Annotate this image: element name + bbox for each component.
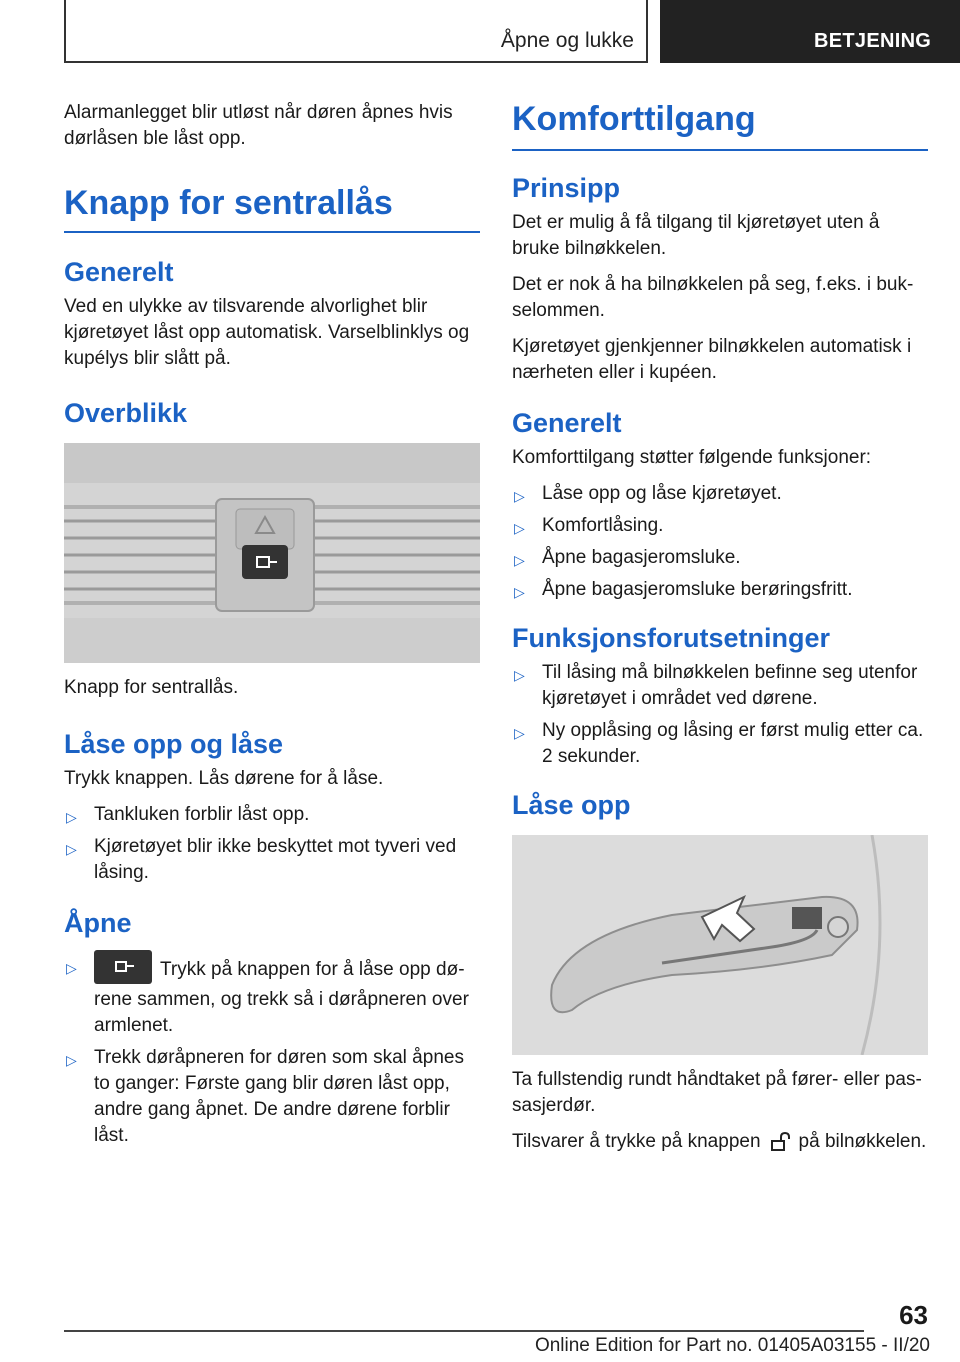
heading-apne: Åpne: [64, 908, 132, 938]
list-item: ▷ Åpne bagasjeromsluke.: [512, 545, 928, 571]
triangle-bullet-icon: ▷: [514, 584, 525, 600]
footer-edition: Online Edition for Part no. 01405A03155 - II/20: [534, 1335, 930, 1356]
title-komforttilgang: Komforttilgang: [512, 100, 928, 151]
triangle-bullet-icon: ▷: [514, 725, 525, 741]
unlock-icon: [769, 1131, 791, 1153]
list-item: ▷ Trykk på knappen for å låse opp dørene sammen, og trekk så i døråpneren over armlenet.: [64, 953, 480, 1039]
list-item: ▷ Komfortlåsing.: [512, 513, 928, 539]
heading-lase-opp: Låse opp: [512, 790, 631, 820]
figure-door-handle: [512, 835, 928, 1055]
triangle-bullet-icon: ▷: [66, 809, 77, 825]
list-item: ▷ Låse opp og låse kjøretøyet.: [512, 481, 928, 507]
lase-list: [64, 802, 480, 886]
apne-list: [64, 953, 480, 1149]
functions-list: [512, 481, 928, 603]
prinsipp-text-2: Det er nok å ha bilnøkkelen på seg, f.eks. i bukselommen.: [512, 274, 914, 321]
heading-generelt: Generelt: [64, 257, 174, 287]
heading-funksjonsforutsetninger: Funksjonsforutsetninger: [512, 623, 831, 653]
lase-text: Trykk knappen. Lås dørene for å låse.: [64, 768, 384, 789]
heading-generelt-right: Generelt: [512, 408, 622, 438]
triangle-bullet-icon: ▷: [66, 1052, 77, 1068]
triangle-bullet-icon: ▷: [66, 841, 77, 857]
header-chapter-title: BETJENING: [814, 30, 932, 52]
requirements-list: [512, 660, 928, 770]
triangle-bullet-icon: ▷: [514, 552, 525, 568]
central-lock-button-icon: [94, 950, 152, 984]
prinsipp-text-1: Det er mulig å få tilgang til kjøretøyet uten å bruke bilnøkkelen.: [512, 212, 880, 259]
central-lock-panel-image: [64, 443, 480, 663]
list-item: ▷ Trekk døråpneren for døren som skal åpnes to ganger: Første gang blir døren låst opp, andre gang åpnet. De andre dørene forblir låst.: [66, 1047, 464, 1146]
figure-central-lock-button: [64, 443, 480, 663]
list-item: ▷ Åpne bagasjeromsluke berøringsfritt.: [512, 577, 928, 603]
footer-rule: [64, 1330, 864, 1332]
prinsipp-text-3: Kjøretøyet gjenkjenner bilnøkkelen automatisk i nærheten eller i kupéen.: [512, 336, 912, 383]
door-handle-image: [512, 835, 928, 1055]
left-column: [64, 100, 480, 1159]
title-central-lock: Knapp for sentrallås: [64, 184, 480, 233]
list-item: ▷ Tankluken forblir låst opp.: [64, 802, 480, 828]
list-item: ▷ Ny opplåsing og låsing er først mulig etter ca. 2 sekunder.: [514, 720, 924, 767]
list-item: ▷ Kjøretøyet blir ikke beskyttet mot tyveri ved låsing.: [66, 836, 457, 883]
generelt-right-text: Komforttilgang støtter følgende funksjoner:: [512, 447, 872, 468]
list-item: ▷ Til låsing må bilnøkkelen befinne seg utenfor kjøretøyet i området ved dørene.: [514, 662, 918, 709]
laseopp-text-2: Tilsvarer å trykke på knappen på bilnøkkelen.: [512, 1131, 927, 1152]
right-column: [512, 100, 928, 1165]
figure-caption: Knapp for sentrallås.: [64, 677, 239, 698]
heading-overblikk: Overblikk: [64, 398, 188, 428]
intro-text: Alarmanlegget blir utløst når døren åpnes hvis dørlåsen ble låst opp.: [64, 102, 453, 149]
header-section-title: Åpne og lukke: [500, 29, 634, 52]
triangle-bullet-icon: ▷: [514, 667, 525, 683]
laseopp-text-1: Ta fullstendig rundt håndtaket på fører- eller passasjerdør.: [512, 1069, 922, 1116]
triangle-bullet-icon: ▷: [514, 488, 525, 504]
triangle-bullet-icon: ▷: [514, 520, 525, 536]
generelt-text: Ved en ulykke av tilsvarende alvorlighet blir kjøretøyet låst opp automatisk. Varselblinklys og kupélys blir slått på.: [64, 296, 470, 369]
page-number: 63: [899, 1300, 928, 1330]
heading-prinsipp: Prinsipp: [512, 173, 621, 203]
heading-lase-opp-og-lase: Låse opp og låse: [64, 729, 284, 759]
triangle-bullet-icon: ▷: [66, 960, 77, 976]
header-section-box: [64, 0, 648, 63]
header-chapter-box: [660, 0, 960, 63]
